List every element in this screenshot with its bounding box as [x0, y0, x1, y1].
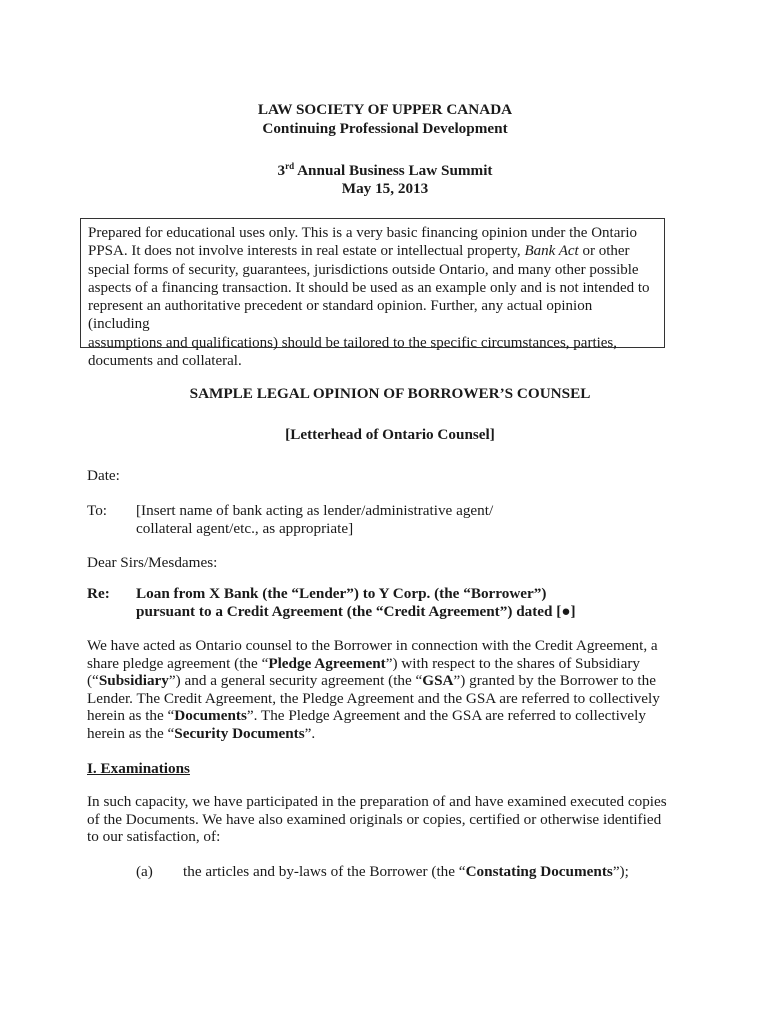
notice-line: Prepared for educational uses only. This is a very basic financing opinion under the Ontario: [88, 225, 638, 241]
paragraph-line: share pledge agreement (the “Pledge Agreement”) with respect to the shares of Subsidiary: [87, 654, 641, 672]
re-line: pursuant to a Credit Agreement (the “Credit Agreement”) dated [●]: [136, 603, 576, 620]
document-title: SAMPLE LEGAL OPINION OF BORROWER’S COUNSEL: [189, 385, 591, 402]
notice-line: documents and collateral.: [88, 353, 242, 370]
to-line: collateral agent/etc., as appropriate]: [136, 520, 354, 537]
paragraph-line: herein as the “Security Documents”.: [87, 724, 316, 742]
educational-notice-box: [80, 218, 665, 370]
paragraph-line: herein as the “Documents”. The Pledge Agreement and the GSA are referred to collectively: [87, 707, 646, 725]
examinations-paragraph: [87, 793, 667, 846]
notice-line: represent an authoritative precedent or standard opinion. Further, any actual opinion (including: [88, 298, 593, 333]
paragraph-line: (“Subsidiary”) and a general security agreement (the “GSA”) granted by the Borrower to the: [87, 672, 656, 690]
list-item-text: the articles and by-laws of the Borrower (the “Constating Documents”);: [183, 863, 629, 880]
to-line: [Insert name of bank acting as lender/administrative agent/: [136, 502, 494, 519]
re-label: Re:: [87, 585, 110, 602]
notice-line: assumptions and qualifications) should be tailored to the specific circumstances, parties,: [88, 334, 618, 351]
salutation: Dear Sirs/Mesdames:: [87, 554, 218, 571]
to-label: To:: [87, 502, 108, 519]
paragraph-line: Lender. The Credit Agreement, the Pledge Agreement and the GSA are referred to collectively: [87, 689, 660, 707]
program-name: Continuing Professional Development: [262, 120, 508, 137]
list-item-label: (a): [136, 863, 153, 880]
section-heading-examinations: I. Examinations: [87, 760, 190, 777]
notice-line: special forms of security, guarantees, jurisdictions outside Ontario, and many other possible: [88, 261, 639, 278]
notice-line: PPSA. It does not involve interests in real estate or intellectual property, Bank Act or other: [88, 243, 630, 260]
event-date: May 15, 2013: [341, 180, 429, 197]
re-line: Loan from X Bank (the “Lender”) to Y Corp. (the “Borrower”): [136, 585, 547, 602]
date-label: Date:: [87, 467, 120, 484]
paragraph-line: to our satisfaction, of:: [87, 828, 221, 846]
letterhead-placeholder: [Letterhead of Ontario Counsel]: [285, 426, 495, 443]
paragraph-line: We have acted as Ontario counsel to the Borrower in connection with the Credit Agreement, a: [87, 637, 658, 654]
intro-paragraph: [87, 637, 660, 743]
paragraph-line: In such capacity, we have participated in the preparation of and have examined executed copies: [87, 793, 667, 810]
org-name: LAW SOCIETY OF UPPER CANADA: [257, 101, 513, 118]
paragraph-line: of the Documents. We have also examined originals or copies, certified or otherwise identified: [87, 810, 662, 828]
event-title: 3rd Annual Business Law Summit: [277, 161, 493, 179]
notice-line: aspects of a financing transaction. It should be used as an example only and is not intended to: [88, 279, 650, 296]
